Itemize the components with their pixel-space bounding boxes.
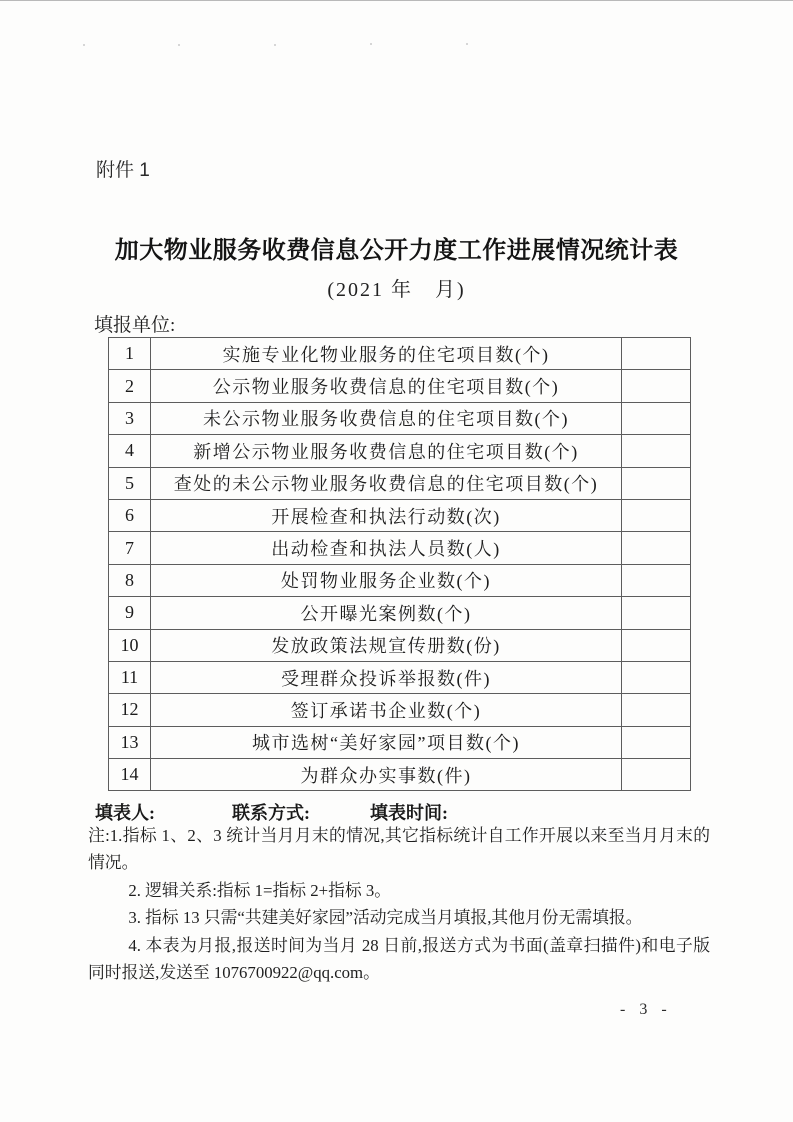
value-cell [622, 370, 691, 402]
contact-label: 联系方式: [232, 803, 310, 823]
row-number: 9 [109, 597, 151, 629]
indicator-label: 实施专业化物业服务的住宅项目数(个) [151, 338, 622, 370]
value-cell [622, 499, 691, 531]
indicator-label: 签订承诺书企业数(个) [151, 694, 622, 726]
row-number: 2 [109, 370, 151, 402]
table-row [109, 597, 691, 629]
scan-artifact [274, 44, 276, 46]
row-number: 3 [109, 402, 151, 434]
row-number: 4 [109, 435, 151, 467]
table-row [109, 759, 691, 791]
row-number: 5 [109, 467, 151, 499]
indicator-label: 公开曝光案例数(个) [151, 597, 622, 629]
notes-block [88, 822, 710, 986]
row-number: 10 [109, 629, 151, 661]
value-cell [622, 532, 691, 564]
note-line: 4. 本表为月报,报送时间为当月 28 日前,报送方式为书面(盖章扫描件)和电子版同时报送,发送至 1076700922@qq.com。 [88, 935, 710, 983]
page-number: - 3 - [620, 1001, 672, 1018]
indicator-label: 发放政策法规宣传册数(份) [151, 629, 622, 661]
value-cell [622, 726, 691, 758]
value-cell [622, 661, 691, 693]
value-cell [622, 338, 691, 370]
row-number: 7 [109, 532, 151, 564]
value-cell [622, 694, 691, 726]
value-cell [622, 629, 691, 661]
scan-artifact [178, 44, 180, 46]
row-number: 14 [109, 759, 151, 791]
note-line: 注:1.指标 1、2、3 统计当月月末的情况,其它指标统计自工作开展以来至当月月末的情况。 [88, 826, 710, 873]
indicator-label: 公示物业服务收费信息的住宅项目数(个) [151, 370, 622, 402]
table-row [109, 467, 691, 499]
note-line: 3. 指标 13 只需“共建美好家园”活动完成当月填报,其他月份无需填报。 [128, 908, 643, 928]
document-title: 加大物业服务收费信息公开力度工作进展情况统计表 [114, 238, 679, 264]
value-cell [622, 759, 691, 791]
note-line: 2. 逻辑关系:指标 1=指标 2+指标 3。 [128, 880, 392, 900]
table-row [109, 402, 691, 434]
table-row [109, 338, 691, 370]
scan-artifact [83, 44, 85, 46]
indicator-table-body [109, 338, 691, 791]
indicator-label: 未公示物业服务收费信息的住宅项目数(个) [151, 402, 622, 434]
row-number: 11 [109, 661, 151, 693]
table-row [109, 564, 691, 596]
value-cell [622, 402, 691, 434]
indicator-label: 城市选树“美好家园”项目数(个) [151, 726, 622, 758]
table-row [109, 661, 691, 693]
row-number: 6 [109, 499, 151, 531]
statistics-table [108, 337, 691, 791]
scan-artifact [466, 43, 468, 45]
table-row [109, 532, 691, 564]
value-cell [622, 597, 691, 629]
indicator-label: 出动检查和执法人员数(人) [151, 532, 622, 564]
table-row [109, 629, 691, 661]
scan-artifact [370, 43, 372, 45]
indicator-label: 新增公示物业服务收费信息的住宅项目数(个) [151, 435, 622, 467]
reporting-unit-label: 填报单位: [94, 315, 176, 336]
indicator-label: 受理群众投诉举报数(件) [151, 661, 622, 693]
row-number: 8 [109, 564, 151, 596]
attachment-label: 附件 1 [96, 160, 150, 181]
row-number: 1 [109, 338, 151, 370]
indicator-label: 查处的未公示物业服务收费信息的住宅项目数(个) [151, 467, 622, 499]
value-cell [622, 564, 691, 596]
scan-edge-line [0, 0, 793, 1]
row-number: 13 [109, 726, 151, 758]
table-row [109, 694, 691, 726]
value-cell [622, 435, 691, 467]
indicator-label: 开展检查和执法行动数(次) [151, 499, 622, 531]
table-row [109, 435, 691, 467]
table-row [109, 499, 691, 531]
filler-label: 填表人: [95, 803, 155, 823]
value-cell [622, 467, 691, 499]
fill-date-label: 填表时间: [370, 803, 448, 823]
indicator-label: 处罚物业服务企业数(个) [151, 564, 622, 596]
table-row [109, 370, 691, 402]
row-number: 12 [109, 694, 151, 726]
signer-line [0, 799, 793, 821]
table-row [109, 726, 691, 758]
document-subtitle: (2021 年 月) [327, 279, 466, 301]
indicator-label: 为群众办实事数(件) [151, 759, 622, 791]
